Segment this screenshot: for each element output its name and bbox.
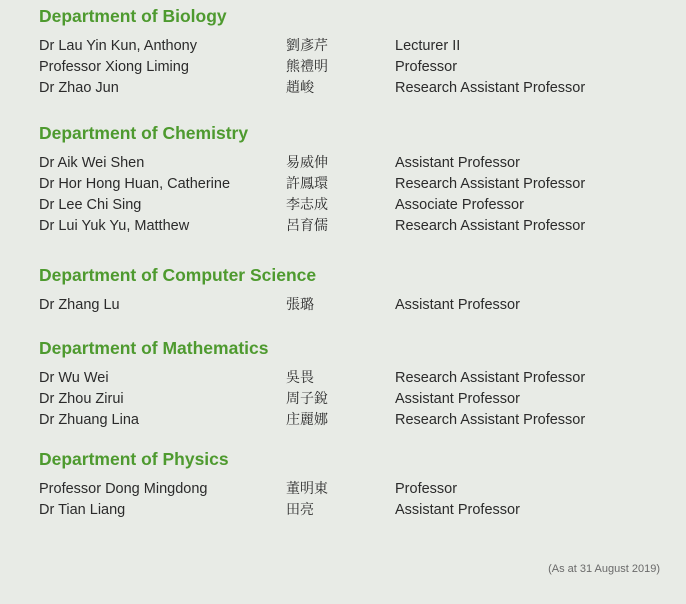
staff-chinese-name: 熊禮明 [286,59,328,75]
staff-name: Dr Zhang Lu [39,297,120,313]
department-title: Department of Biology [39,6,227,26]
staff-position: Lecturer II [395,38,461,54]
staff-row [39,500,520,521]
staff-position: Research Assistant Professor [395,218,586,234]
staff-row [39,195,585,216]
department-biology [39,6,585,99]
staff-name: Professor Dong Mingdong [39,481,208,497]
staff-chinese-name: 田亮 [286,502,314,518]
staff-row [39,479,520,500]
department-computer-science [39,265,520,316]
department-mathematics [39,338,585,431]
staff-name: Dr Hor Hong Huan, Catherine [39,176,231,192]
staff-chinese-name: 趙峻 [286,80,314,96]
staff-name: Dr Tian Liang [39,502,126,518]
staff-name: Dr Zhou Zirui [39,391,124,407]
staff-chinese-name: 易威伸 [286,155,328,171]
staff-row [39,153,585,174]
staff-row [39,57,585,78]
staff-position: Professor [395,59,458,75]
department-chemistry [39,123,585,237]
staff-position: Assistant Professor [395,391,520,407]
staff-position: Research Assistant Professor [395,176,586,192]
staff-position: Research Assistant Professor [395,80,586,96]
staff-row [39,216,585,237]
staff-position: Associate Professor [395,197,524,213]
staff-position: Research Assistant Professor [395,412,586,428]
as-at-date-note: (As at 31 August 2019) [548,563,660,575]
staff-chinese-name: 董明東 [286,481,328,497]
staff-position: Professor [395,481,458,497]
staff-position: Assistant Professor [395,155,520,171]
staff-row [39,389,585,410]
staff-row [39,368,585,389]
department-title: Department of Chemistry [39,123,249,143]
staff-chinese-name: 張璐 [286,297,314,313]
staff-row [39,410,585,431]
staff-chinese-name: 李志成 [286,197,328,213]
staff-row [39,36,585,57]
department-physics [39,449,520,521]
department-title: Department of Computer Science [39,265,317,285]
staff-chinese-name: 吳畏 [286,370,314,386]
staff-name: Dr Wu Wei [39,370,109,386]
staff-name: Dr Lui Yuk Yu, Matthew [39,218,190,234]
staff-row [39,78,585,99]
department-title: Department of Physics [39,449,229,469]
staff-row [39,174,585,195]
staff-position: Research Assistant Professor [395,370,586,386]
staff-name: Dr Lau Yin Kun, Anthony [39,38,197,54]
staff-row [39,295,520,316]
staff-chinese-name: 許鳳環 [286,176,328,192]
staff-name: Dr Zhao Jun [39,80,119,96]
staff-chinese-name: 庄麗娜 [286,412,328,428]
staff-name: Dr Zhuang Lina [39,412,139,428]
staff-name: Dr Aik Wei Shen [39,155,145,171]
staff-name: Dr Lee Chi Sing [39,197,142,213]
staff-chinese-name: 呂育儒 [286,218,328,234]
staff-chinese-name: 周子銳 [286,391,328,407]
staff-position: Assistant Professor [395,502,520,518]
staff-position: Assistant Professor [395,297,520,313]
staff-chinese-name: 劉彥芹 [286,38,328,54]
staff-name: Professor Xiong Liming [39,59,189,75]
department-title: Department of Mathematics [39,338,269,358]
